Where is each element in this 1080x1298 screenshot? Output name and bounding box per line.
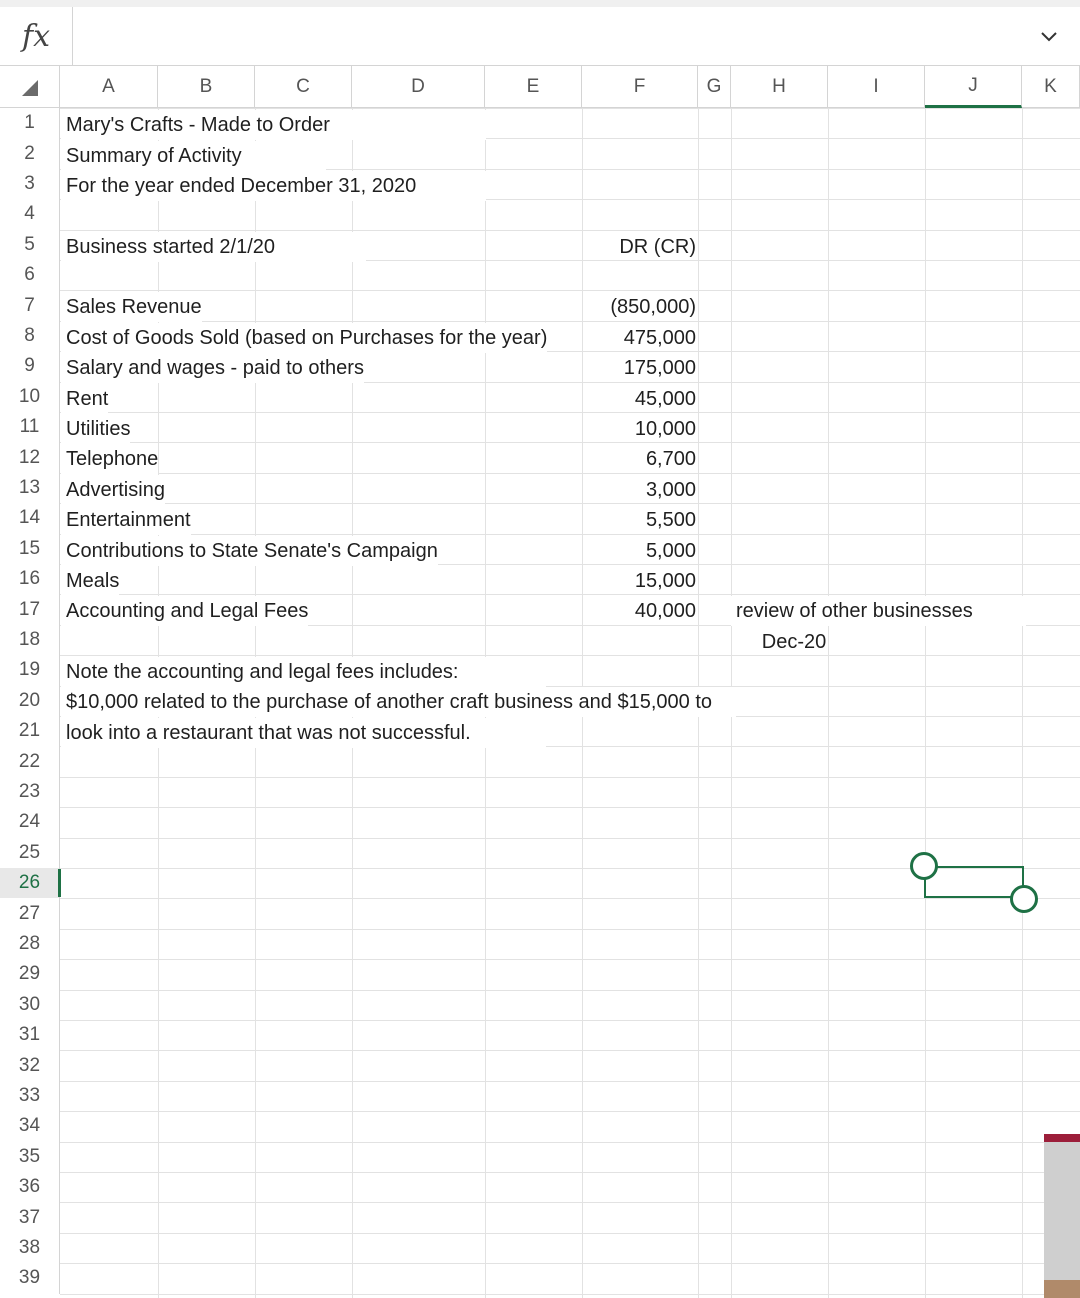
active-cell-marker — [58, 869, 61, 897]
line-item-amount[interactable]: 475,000 — [623, 327, 696, 349]
column-header-b[interactable]: B — [158, 66, 255, 108]
line-item-amount[interactable]: (850,000) — [610, 296, 696, 318]
line-item-label[interactable]: Salary and wages - paid to others — [61, 353, 364, 383]
row-header-34[interactable]: 34 — [0, 1111, 60, 1141]
cell-a19-note[interactable]: Note the accounting and legal fees includes: — [61, 657, 546, 687]
fx-icon[interactable]: fx — [22, 19, 51, 54]
row-header-39[interactable]: 39 — [0, 1263, 60, 1293]
grid-row-line — [60, 412, 1080, 413]
row-header-13[interactable]: 13 — [0, 473, 60, 503]
row-header-36[interactable]: 36 — [0, 1172, 60, 1202]
selection-start-handle[interactable] — [910, 852, 938, 880]
side-thumbnail-image — [1044, 1134, 1080, 1298]
row-header-12[interactable]: 12 — [0, 442, 60, 472]
row-header-24[interactable]: 24 — [0, 807, 60, 837]
column-header-a[interactable]: A — [60, 66, 158, 108]
row-header-20[interactable]: 20 — [0, 686, 60, 716]
row-header-30[interactable]: 30 — [0, 990, 60, 1020]
row-header-25[interactable]: 25 — [0, 838, 60, 868]
formula-input[interactable] — [80, 13, 1024, 59]
row-header-19[interactable]: 19 — [0, 655, 60, 685]
row-header-3[interactable]: 3 — [0, 169, 60, 199]
grid-row-line — [60, 807, 1080, 808]
cell-a5-start-date[interactable]: Business started 2/1/20 — [61, 232, 366, 262]
row-header-26[interactable]: 26 — [0, 868, 60, 898]
row-header-21[interactable]: 21 — [0, 716, 60, 746]
line-item-amount[interactable]: 15,000 — [634, 570, 696, 592]
line-item-amount[interactable]: 5,000 — [645, 540, 696, 562]
cell-f5-dr-cr-header[interactable]: DR (CR) — [619, 236, 696, 258]
grid-row-line — [60, 1111, 1080, 1112]
line-item-amount[interactable]: 40,000 — [634, 600, 696, 622]
grid-row-line — [60, 534, 1080, 535]
grid-row-line — [60, 108, 1080, 109]
line-item-amount[interactable]: 5,500 — [645, 509, 696, 531]
grid-row-line — [60, 1294, 1080, 1295]
cell-h18-date[interactable]: Dec-20 — [761, 631, 827, 653]
row-header-6[interactable]: 6 — [0, 260, 60, 290]
row-header-35[interactable]: 35 — [0, 1142, 60, 1172]
grid-column-line — [828, 108, 829, 1298]
row-header-15[interactable]: 15 — [0, 534, 60, 564]
line-item-amount[interactable]: 10,000 — [634, 418, 696, 440]
window-top-strip — [0, 0, 1080, 7]
line-item-label[interactable]: Entertainment — [61, 505, 191, 535]
column-header-i[interactable]: I — [828, 66, 925, 108]
column-header-c[interactable]: C — [255, 66, 352, 108]
line-item-label[interactable]: Meals — [61, 566, 119, 596]
cell-a21-note[interactable]: look into a restaurant that was not successful. — [61, 718, 546, 748]
column-header-f[interactable]: F — [582, 66, 698, 108]
row-header-2[interactable]: 2 — [0, 138, 60, 168]
column-header-h[interactable]: H — [731, 66, 828, 108]
line-item-amount[interactable]: 175,000 — [623, 357, 696, 379]
chevron-down-icon[interactable] — [1038, 25, 1060, 47]
grid-row-line — [60, 290, 1080, 291]
grid-row-line — [60, 777, 1080, 778]
grid-row-line — [60, 1081, 1080, 1082]
row-header-4[interactable]: 4 — [0, 199, 60, 229]
grid-row-line — [60, 838, 1080, 839]
grid-row-line — [60, 1233, 1080, 1234]
cell-a2-subtitle[interactable]: Summary of Activity — [61, 141, 326, 171]
row-header-33[interactable]: 33 — [0, 1081, 60, 1111]
row-header-29[interactable]: 29 — [0, 959, 60, 989]
grid-row-line — [60, 473, 1080, 474]
selection-range[interactable] — [924, 866, 1024, 898]
row-header-18[interactable]: 18 — [0, 625, 60, 655]
line-item-label[interactable]: Cost of Goods Sold (based on Purchases for the year) — [61, 323, 547, 353]
row-header-9[interactable]: 9 — [0, 351, 60, 381]
grid-row-line — [60, 1263, 1080, 1264]
line-item-label[interactable]: Contributions to State Senate's Campaign — [61, 536, 438, 566]
row-header-37[interactable]: 37 — [0, 1202, 60, 1232]
line-item-label[interactable]: Accounting and Legal Fees — [61, 596, 308, 626]
formula-bar — [0, 7, 1080, 66]
row-header-32[interactable]: 32 — [0, 1050, 60, 1080]
row-header-8[interactable]: 8 — [0, 321, 60, 351]
row-header-17[interactable]: 17 — [0, 594, 60, 624]
line-item-label[interactable]: Rent — [61, 384, 108, 414]
select-all-corner[interactable] — [0, 66, 60, 108]
column-header-k[interactable]: K — [1022, 66, 1080, 108]
row-header-38[interactable]: 38 — [0, 1233, 60, 1263]
grid-row-line — [60, 1172, 1080, 1173]
row-header-31[interactable]: 31 — [0, 1020, 60, 1050]
grid-column-line — [1022, 108, 1023, 1298]
column-header-j[interactable]: J — [925, 66, 1022, 108]
row-header-14[interactable]: 14 — [0, 503, 60, 533]
cell-a1-title[interactable]: Mary's Crafts - Made to Order — [61, 110, 486, 140]
grid-column-line — [925, 108, 926, 1298]
grid-row-line — [60, 321, 1080, 322]
line-item-label[interactable]: Advertising — [61, 475, 165, 505]
row-header-27[interactable]: 27 — [0, 898, 60, 928]
grid-row-line — [60, 959, 1080, 960]
row-header-10[interactable]: 10 — [0, 382, 60, 412]
select-all-triangle-icon — [22, 80, 38, 96]
line-item-amount[interactable]: 45,000 — [634, 388, 696, 410]
grid-row-line — [60, 1202, 1080, 1203]
column-header-e[interactable]: E — [485, 66, 582, 108]
row-header-7[interactable]: 7 — [0, 290, 60, 320]
column-header-g[interactable]: G — [698, 66, 731, 108]
formula-bar-divider — [72, 7, 73, 65]
grid-row-line — [60, 442, 1080, 443]
line-item-amount[interactable]: 3,000 — [645, 479, 696, 501]
row-header-28[interactable]: 28 — [0, 929, 60, 959]
line-item-amount[interactable]: 6,700 — [645, 448, 696, 470]
column-header-d[interactable]: D — [352, 66, 485, 108]
selection-end-handle[interactable] — [1010, 885, 1038, 913]
cell-a3-period[interactable]: For the year ended December 31, 2020 — [61, 171, 486, 201]
grid-row-line — [60, 929, 1080, 930]
grid-row-line — [60, 1050, 1080, 1051]
grid-row-line — [60, 990, 1080, 991]
row-header-11[interactable]: 11 — [0, 412, 60, 442]
row-header-23[interactable]: 23 — [0, 777, 60, 807]
line-item-label[interactable]: Telephone — [61, 444, 158, 474]
grid-row-line — [60, 1020, 1080, 1021]
line-item-label[interactable]: Utilities — [61, 414, 130, 444]
grid-row-line — [60, 898, 1080, 899]
row-header-1[interactable]: 1 — [0, 108, 60, 138]
line-item-label[interactable]: Sales Revenue — [61, 292, 202, 322]
grid-row-line — [60, 230, 1080, 231]
grid-row-line — [60, 1142, 1080, 1143]
row-header-22[interactable]: 22 — [0, 746, 60, 776]
row-header-16[interactable]: 16 — [0, 564, 60, 594]
row-header-5[interactable]: 5 — [0, 230, 60, 260]
cell-a20-note[interactable]: $10,000 related to the purchase of another craft business and $15,000 to — [61, 687, 736, 717]
grid-row-line — [60, 503, 1080, 504]
cell-h17-note[interactable]: review of other businesses — [731, 596, 1026, 626]
